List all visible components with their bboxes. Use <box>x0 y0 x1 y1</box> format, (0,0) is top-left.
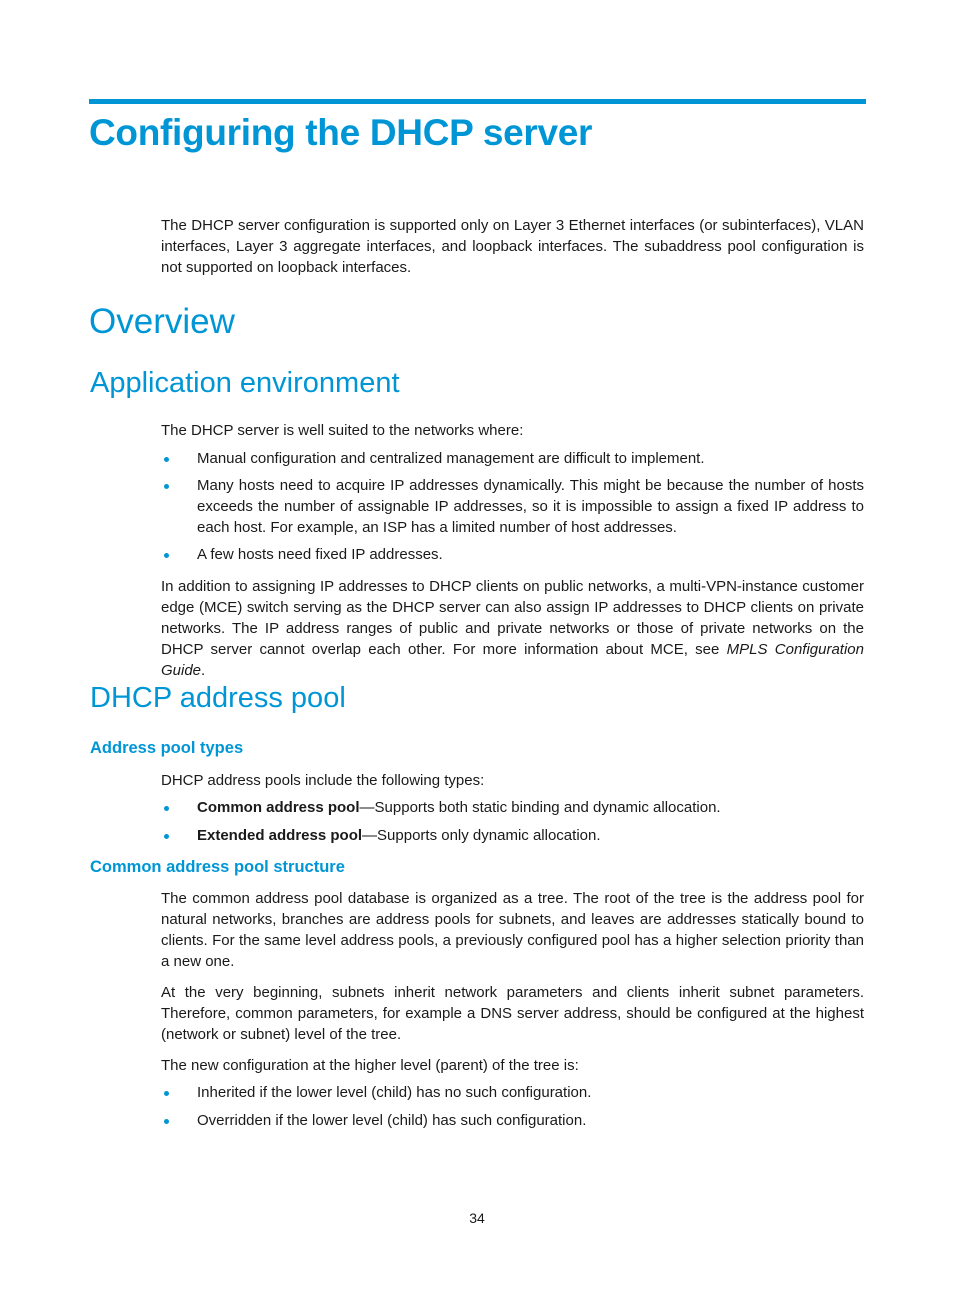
bullet-icon <box>164 1119 169 1124</box>
bullet-icon <box>164 553 169 558</box>
list-item <box>161 1110 864 1131</box>
structure-paragraph-1: The common address pool database is organized as a tree. The root of the tree is the address pool for natural networks, branches are address pools for subnets, and leaves are addresses statically bound to clients. For the same level address pools, a previously configured pool has a higher selection priority than a new one. <box>161 890 864 970</box>
list-item-text: A few hosts need fixed IP addresses. <box>197 546 443 563</box>
mce-paragraph-end: . <box>201 662 206 679</box>
extended-pool-term: Extended address pool <box>197 827 363 844</box>
structure-lead: The new configuration at the higher level (parent) of the tree is: <box>161 1057 579 1074</box>
bullet-icon <box>164 457 169 462</box>
overview-heading: Overview <box>89 302 235 341</box>
chapter-title: Configuring the DHCP server <box>89 112 593 153</box>
structure-paragraph-2: At the very beginning, subnets inherit network parameters and clients inherit subnet parameters. Therefore, common parameters, for example a DNS server address, should be configured at the highest (network or subnet) level of the tree. <box>161 984 864 1043</box>
list-item-text: Inherited if the lower level (child) has no such configuration. <box>197 1084 592 1101</box>
list-item-text: Overridden if the lower level (child) has such configuration. <box>197 1112 587 1129</box>
address-pool-types-lead: DHCP address pools include the following types: <box>161 772 485 789</box>
common-pool-desc: —Supports both static binding and dynamic allocation. <box>359 799 721 816</box>
mce-paragraph-text: In addition to assigning IP addresses to DHCP clients on public networks, a multi-VPN-instance customer edge (MCE) switch serving as the DHCP server can also assign IP addresses to DHCP clients on private networks. The IP address ranges of public and private networks or those of private networks on the DHCP server cannot overlap each other. For more information about MCE, see <box>161 578 864 658</box>
common-pool-term: Common address pool <box>197 799 360 816</box>
bullet-icon <box>164 806 169 811</box>
structure-list <box>161 1082 864 1131</box>
application-environment-list <box>161 448 864 565</box>
application-environment-lead: The DHCP server is well suited to the networks where: <box>161 422 524 439</box>
page-number: 34 <box>469 1210 485 1226</box>
intro-paragraph: The DHCP server configuration is supported only on Layer 3 Ethernet interfaces (or subinterfaces), VLAN interfaces, Layer 3 aggregate interfaces, and loopback interfaces. The subaddress pool configuration is not supported on loopback interfaces. <box>161 217 864 276</box>
list-item <box>161 475 864 538</box>
list-item-text: Manual configuration and centralized management are difficult to implement. <box>197 450 705 467</box>
list-item <box>161 448 864 469</box>
list-item <box>161 1082 864 1103</box>
address-pool-types-list <box>161 797 864 846</box>
bullet-icon <box>164 484 169 489</box>
list-item <box>161 825 864 846</box>
list-item <box>161 797 864 818</box>
bullet-icon <box>164 1091 169 1096</box>
extended-pool-desc: —Supports only dynamic allocation. <box>362 827 601 844</box>
address-pool-types-heading: Address pool types <box>90 739 244 757</box>
list-item-text: Many hosts need to acquire IP addresses dynamically. This might be because the number of hosts exceeds the number of assignable IP addresses, so it is impossible to assign a fixed IP address to each host. For example, an ISP has a limited number of host addresses. <box>197 477 864 536</box>
mpls-guide-reference: MPLS Configuration Guide <box>161 641 864 679</box>
chapter-top-rule <box>89 99 866 104</box>
common-pool-structure-heading: Common address pool structure <box>90 858 345 876</box>
dhcp-address-pool-heading: DHCP address pool <box>90 682 346 714</box>
application-environment-heading: Application environment <box>90 367 400 399</box>
list-item <box>161 544 864 565</box>
mce-paragraph <box>161 576 864 681</box>
bullet-icon <box>164 834 169 839</box>
